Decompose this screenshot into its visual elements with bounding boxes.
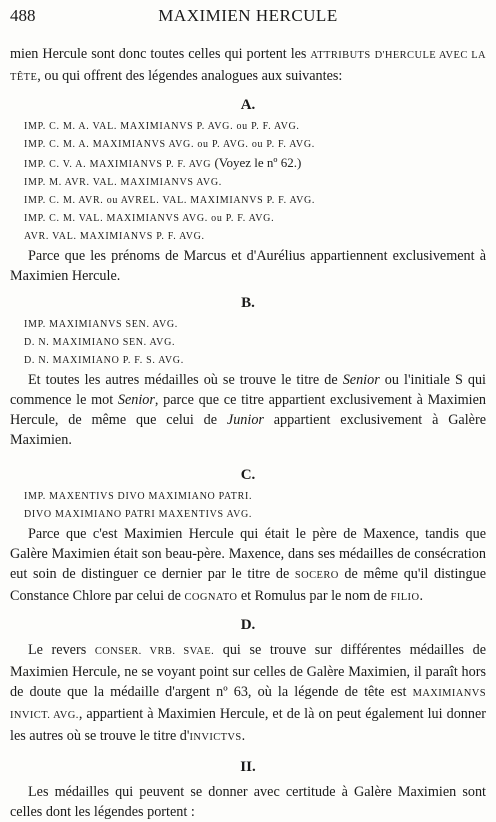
socero-word: SOCERO	[294, 570, 339, 581]
section-c-heading: C.	[240, 467, 256, 483]
section-c-legends	[10, 488, 486, 524]
paragraph-text: Et toutes les autres médailles où se trouve le titre de	[28, 372, 343, 388]
legend-line: AVR. VAL. MAXIMIANVS P. F. AVG.	[24, 231, 205, 242]
intro-paragraph	[10, 44, 486, 88]
paragraph-text: de même qu'il distingue Constance Chlore par celui de	[10, 566, 487, 604]
legend-line: IMP. C. M. AVR. ou AVREL. VAL. MAXIMIANVS P. F. AVG.	[24, 195, 316, 206]
paragraph-text: Le revers	[28, 642, 95, 658]
legend-line: D. N. MAXIMIANO SEN. AVG.	[24, 337, 176, 348]
legend-line: IMP. MAXIMIANVS SEN. AVG.	[24, 319, 179, 330]
page-number: 488	[10, 6, 36, 25]
conser-legend: CONSER. VRB. SVAE.	[94, 646, 215, 657]
legend-line: IMP. MAXENTIVS DIVO MAXIMIANO PATRI.	[24, 491, 253, 502]
senior-word: Senior	[342, 372, 380, 388]
section-a-legends	[10, 118, 486, 246]
junior-word: Junior	[226, 412, 264, 428]
section-d-paragraph	[10, 640, 486, 748]
intro-text-1: mien Hercule sont donc toutes celles qui portent les	[10, 46, 311, 62]
legend-line: IMP. C. M. A. VAL. MAXIMIANVS P. AVG. ou P. F. AVG.	[24, 121, 300, 132]
section-a-heading: A.	[240, 97, 256, 113]
paragraph-text: ou l'initiale S qui commence le mot	[10, 372, 486, 408]
section-b-legends	[10, 316, 486, 370]
page-content	[10, 44, 486, 822]
intro-attributs: ATTRIBUTS	[310, 50, 371, 61]
paragraph-text: Parce que c'est Maximien Hercule qui était le père de Maxence, tandis que Galère Maximien était son beau-père. Maxence, dans ses médailles de consécration eut soin de distinguer ce dernier par le titre de	[10, 526, 486, 582]
legend-line: IMP. C. M. VAL. MAXIMIANVS AVG. ou P. F. AVG.	[24, 213, 275, 224]
section-b-heading: B.	[241, 295, 255, 311]
section-c-paragraph	[10, 524, 486, 608]
running-title: MAXIMIEN HERCULE	[158, 6, 338, 25]
page-header	[10, 6, 486, 28]
intro-text-2: , ou qui offrent des légendes analogues aux suivantes:	[37, 68, 343, 84]
intro-hercule: D'HERCULE AVEC LA TÊTE	[10, 50, 486, 83]
paragraph-text: et Romulus par le nom de	[237, 588, 391, 604]
legend-line: DIVO MAXIMIANO PATRI MAXENTIVS AVG.	[24, 509, 253, 520]
legend-note: (Voyez le nº 62.)	[211, 155, 302, 170]
legend-line: IMP. M. AVR. VAL. MAXIMIANVS AVG.	[24, 177, 222, 188]
legend-line	[10, 154, 486, 174]
section-b-paragraph	[10, 370, 486, 450]
invict-legend: MAXIMIANVS INVICT. AVG.	[10, 688, 486, 721]
section-d-heading: D.	[240, 617, 256, 633]
senior-word: Senior	[117, 392, 155, 408]
paragraph-text: qui se trouve sur différentes médailles de Maximien Hercule, ne se voyant point sur celles de Galère Maximien, il paraît hors de doute que la médaille d'argent nº 63, où la légende de tête est	[10, 642, 486, 700]
paragraph-text: .	[419, 588, 423, 604]
legend-text: IMP. C. V. A. MAXIMIANVS P. F. AVG	[24, 159, 212, 170]
paragraph-text: , parce que ce titre appartient exclusivement à Maximien Hercule, de même que celui de	[10, 392, 486, 428]
legend-line: IMP. C. M. A. MAXIMIANVS AVG. ou P. AVG. ou P. F. AVG.	[24, 139, 315, 150]
paragraph-text: appartient exclusivement à Galère Maximien.	[10, 412, 486, 448]
paragraph-text: , appartient à Maximien Hercule, et de là on peut également lui donner les autres où se trouve le titre d'	[10, 706, 486, 744]
section-a-paragraph: Parce que les prénoms de Marcus et d'Aurélius appartiennent exclusivement à Maximien Hercule.	[10, 248, 486, 284]
section-ii-paragraph: Les médailles qui peuvent se donner avec certitude à Galère Maximien sont celles dont les légendes portent :	[10, 784, 486, 820]
filio-word: FILIO	[390, 592, 420, 603]
section-ii-heading: II.	[240, 759, 256, 775]
cognato-word: COGNATO	[184, 592, 238, 603]
invictus-word: INVICTVS	[189, 732, 242, 743]
legend-line: D. N. MAXIMIANO P. F. S. AVG.	[24, 355, 184, 366]
paragraph-text: .	[241, 728, 246, 744]
